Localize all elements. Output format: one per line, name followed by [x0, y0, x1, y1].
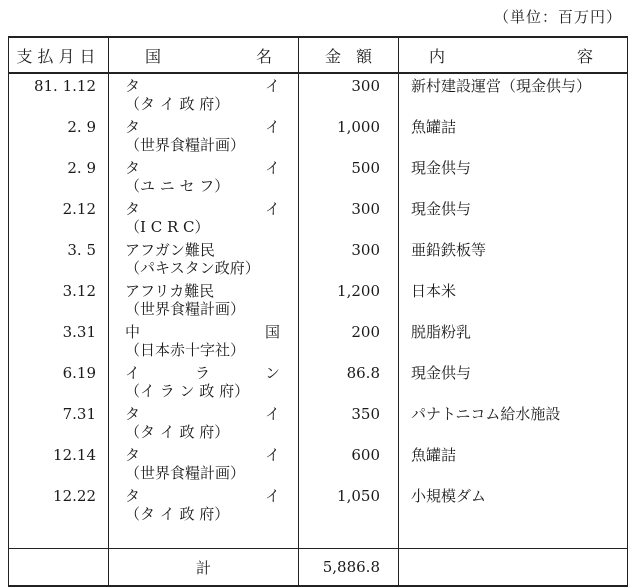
cell-date: 2. 9 [9, 159, 109, 200]
cell-content: 亜鉛鉄板等 [399, 241, 628, 282]
cell-country [109, 446, 299, 487]
recipient-agency: （I C R C） [125, 218, 210, 236]
country-name-part: イ [264, 487, 280, 505]
country-name [125, 241, 280, 259]
table-body [9, 73, 628, 586]
cell-content: 魚罐詰 [399, 118, 628, 159]
country-name-part: タ [125, 405, 141, 423]
spacer-row [9, 528, 628, 549]
country-name-part: タ [125, 159, 141, 177]
cell-date: 7.31 [9, 405, 109, 446]
unit-note: （単位：百万円） [493, 8, 622, 26]
country-name-part: タ [125, 487, 141, 505]
country-name-part: タ [125, 446, 141, 464]
country-name-part: アフリカ難民 [125, 282, 215, 300]
cell-date: 2.12 [9, 200, 109, 241]
cell-content: 現金供与 [399, 200, 628, 241]
header-country [109, 37, 299, 73]
cell-content: 魚罐詰 [399, 446, 628, 487]
table-row [9, 364, 628, 405]
cell-content: 現金供与 [399, 364, 628, 405]
cell-date: 12.22 [9, 487, 109, 528]
table-row [9, 446, 628, 487]
total-label: 計 [109, 549, 299, 587]
cell-content: 現金供与 [399, 159, 628, 200]
table-row [9, 241, 628, 282]
table-row [9, 282, 628, 323]
cell-amount: 350 [299, 405, 399, 446]
cell-amount: 1,050 [299, 487, 399, 528]
aid-table [8, 36, 628, 587]
spacer-cell [9, 528, 109, 549]
table-row [9, 159, 628, 200]
cell-amount: 1,000 [299, 118, 399, 159]
country-name-part: イ [125, 364, 141, 382]
cell-amount: 500 [299, 159, 399, 200]
country-name [125, 282, 280, 300]
country-name [125, 446, 280, 464]
table-row [9, 200, 628, 241]
cell-amount: 1,200 [299, 282, 399, 323]
country-name-part: イ [264, 77, 280, 95]
cell-amount: 86.8 [299, 364, 399, 405]
cell-country [109, 159, 299, 200]
cell-content: 脱脂粉乳 [399, 323, 628, 364]
cell-content: 新村建設運営（現金供与） [399, 73, 628, 118]
spacer-cell [109, 528, 299, 549]
country-name [125, 118, 280, 136]
country-name-part: ン [264, 364, 280, 382]
header-content-char-2: 容 [576, 46, 593, 66]
table-row [9, 405, 628, 446]
cell-country [109, 487, 299, 528]
country-name-part: イ [264, 159, 280, 177]
country-name-part: ラ [194, 364, 210, 382]
header-amount-char-2: 額 [355, 46, 372, 66]
cell-country [109, 200, 299, 241]
cell-content: パナトニコム給水施設 [399, 405, 628, 446]
recipient-agency: （日本赤十字社） [125, 341, 246, 359]
table-row [9, 487, 628, 528]
country-name-part: イ [264, 405, 280, 423]
cell-content: 日本米 [399, 282, 628, 323]
cell-country [109, 241, 299, 282]
cell-country [109, 282, 299, 323]
header-country-char-2: 名 [255, 46, 272, 66]
country-name-part: 国 [264, 323, 280, 341]
cell-country [109, 73, 299, 118]
recipient-agency: （世界食糧計画） [125, 136, 246, 154]
cell-country [109, 323, 299, 364]
cell-amount: 300 [299, 200, 399, 241]
header-content [399, 37, 628, 73]
cell-amount: 200 [299, 323, 399, 364]
country-name [125, 200, 280, 218]
recipient-agency: （タ イ 政 府） [125, 423, 230, 441]
total-row [9, 549, 628, 587]
country-name-part: アフガン難民 [125, 241, 215, 259]
cell-amount: 600 [299, 446, 399, 487]
country-name-part: タ [125, 77, 141, 95]
total-amount: 5,886.8 [299, 549, 399, 587]
country-name [125, 159, 280, 177]
table-row [9, 73, 628, 118]
recipient-agency: （パキスタン政府） [125, 259, 260, 277]
country-name-part: イ [264, 446, 280, 464]
header-amount [299, 37, 399, 73]
cell-date: 3. 5 [9, 241, 109, 282]
cell-amount: 300 [299, 73, 399, 118]
country-name [125, 405, 280, 423]
recipient-agency: （ユ ニ セ フ） [125, 177, 230, 195]
cell-content: 小規模ダム [399, 487, 628, 528]
spacer-cell [399, 528, 628, 549]
cell-country [109, 364, 299, 405]
cell-date: 2. 9 [9, 118, 109, 159]
cell-date: 81. 1.12 [9, 73, 109, 118]
header-row [9, 37, 628, 73]
country-name [125, 364, 280, 382]
country-name-part: イ [264, 200, 280, 218]
recipient-agency: （タ イ 政 府） [125, 95, 230, 113]
table-row [9, 118, 628, 159]
country-name-part: イ [264, 118, 280, 136]
total-empty-cell [9, 549, 109, 587]
header-country-char-1: 国 [145, 46, 162, 66]
country-name [125, 487, 280, 505]
total-empty-cell [399, 549, 628, 587]
recipient-agency: （世界食糧計画） [125, 464, 246, 482]
cell-amount: 300 [299, 241, 399, 282]
recipient-agency: （イ ラ ン 政 府） [125, 382, 250, 400]
table-row [9, 323, 628, 364]
spacer-cell [299, 528, 399, 549]
country-name [125, 323, 280, 341]
cell-date: 12.14 [9, 446, 109, 487]
cell-country [109, 118, 299, 159]
header-amount-char-1: 金 [325, 46, 342, 66]
recipient-agency: （世界食糧計画） [125, 300, 246, 318]
country-name-part: タ [125, 118, 141, 136]
country-name-part: 中 [125, 323, 141, 341]
recipient-agency: （タ イ 政 府） [125, 505, 230, 523]
header-content-char-1: 内 [429, 46, 446, 66]
country-name-part: タ [125, 200, 141, 218]
cell-date: 6.19 [9, 364, 109, 405]
country-name [125, 77, 280, 95]
cell-date: 3.12 [9, 282, 109, 323]
cell-date: 3.31 [9, 323, 109, 364]
header-date: 支払月日 [9, 37, 109, 73]
cell-country [109, 405, 299, 446]
